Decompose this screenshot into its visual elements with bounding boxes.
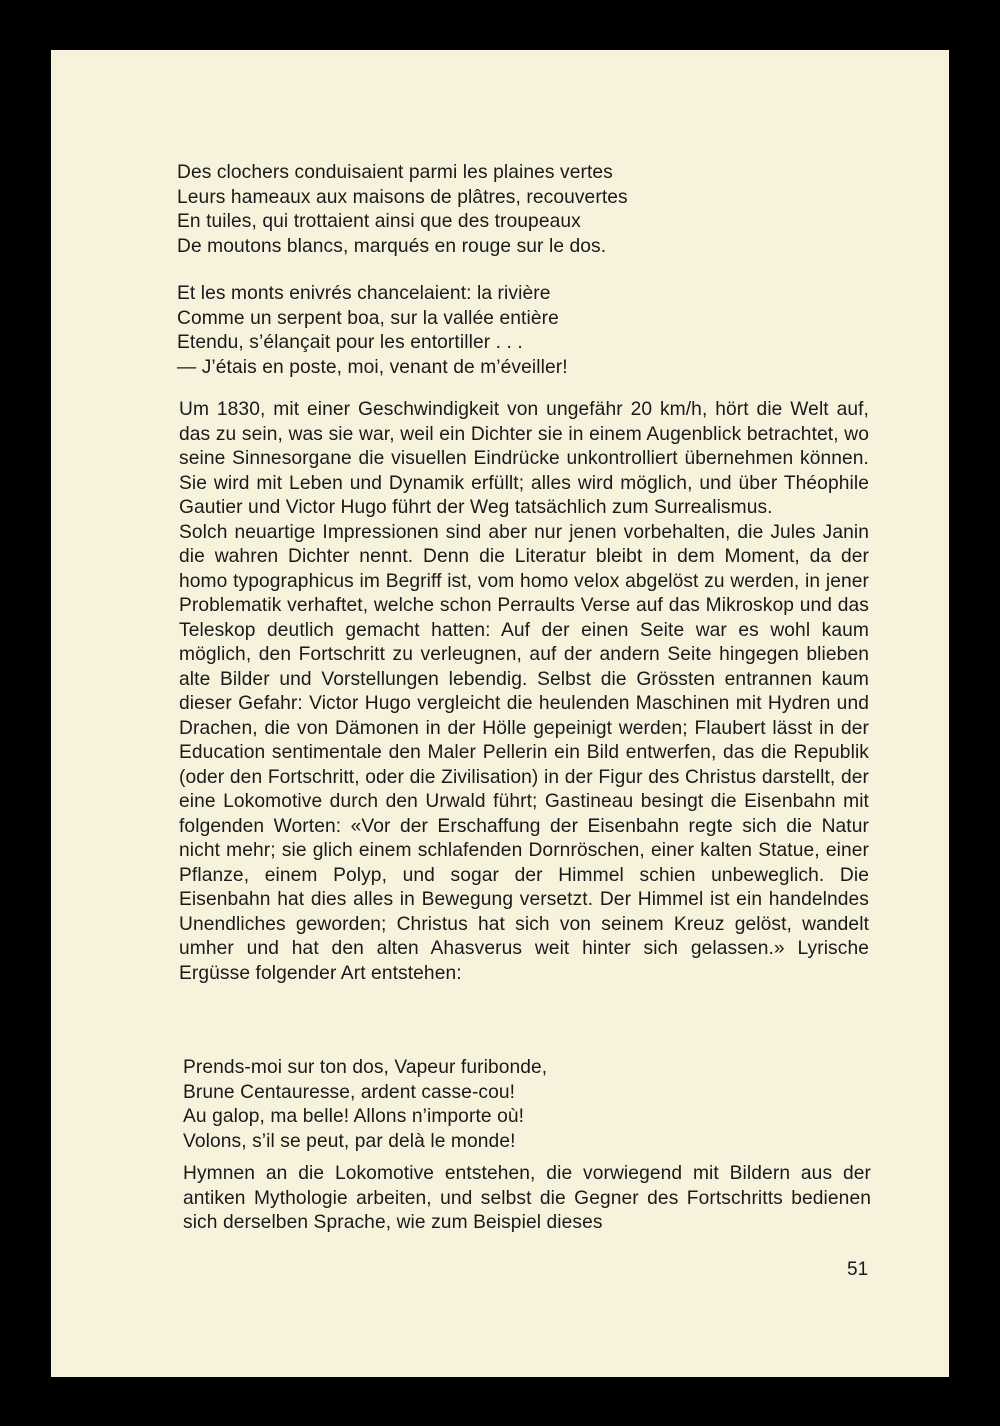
verse-line: De moutons blancs, marqués en rouge sur le dos. bbox=[177, 235, 607, 257]
verse-line: Brune Centauresse, ardent casse-cou! bbox=[183, 1081, 516, 1103]
verse-line: En tuiles, qui trottaient ainsi que des troupeaux bbox=[177, 211, 581, 232]
verse-line: Des clochers conduisaient parmi les plaines vertes bbox=[177, 162, 613, 183]
verse-stanza-1 bbox=[177, 161, 628, 259]
verse-line: Prends-moi sur ton dos, Vapeur furibonde, bbox=[183, 1057, 548, 1078]
verse-line: Au galop, ma belle! Allons n’importe où! bbox=[183, 1106, 525, 1127]
verse-line: — J’étais en poste, moi, venant de m’éveiller! bbox=[177, 356, 568, 378]
verse-stanza-2 bbox=[177, 282, 568, 380]
verse-line: Volons, s’il se peut, par delà le monde! bbox=[183, 1130, 516, 1152]
paragraph-3: Hymnen an die Lokomotive entstehen, die vorwiegend mit Bildern aus der antiken Mythologie arbeiten, und selbst die Gegner des Fortschritts bedienen sich derselben Sprache, wie zum Beispiel dieses bbox=[183, 1163, 871, 1233]
paragraph-1: Um 1830, mit einer Geschwindigkeit von ungefähr 20 km/h, hört die Welt auf, das zu sein, was sie war, weil ein Dichter sie in einem Augenblick betrachtet, wo seine Sinnesorgane die visuellen Eindrücke unkontrolliert übernehmen können. Sie wird mit Leben und Dynamik erfüllt; alles wird möglich, und über Théophile Gautier und Victor Hugo führt der Weg tatsächlich zum Surrealismus. bbox=[179, 399, 869, 518]
verse-line: Leurs hameaux aux maisons de plâtres, recouvertes bbox=[177, 186, 628, 208]
verse-line: Comme un serpent boa, sur la vallée entière bbox=[177, 307, 559, 329]
prose-block bbox=[179, 398, 869, 986]
paragraph-2: Solch neuartige Impressionen sind aber nur jenen vorbehalten, die Jules Janin die wahren Dichter nennt. Denn die Literatur bleibt in dem Moment, da der homo typographicus im Begriff ist, vom homo velox abgelöst zu werden, in jener Problematik verhaftet, welche schon Perraults Verse auf das Mikroskop und das Teleskop deutlich gemacht hatten: Auf der einen Seite war es wohl kaum möglich, den Fortschritt zu verleugnen, auf der andern Seite hingegen blieben alte Bilder und Vorstellungen lebendig. Selbst die Grössten entrannen kaum dieser Gefahr: Victor Hugo vergleicht die heulenden Maschinen mit Hydren und Drachen, die von Dämonen in der Hölle gepeinigt werden; Flaubert lässt in der Education sentimentale den Maler Pellerin ein Bild entwerfen, das die Republik (oder den Fortschritt, oder die Zivilisation) in der Figur des Christus darstellt, der eine Lokomotive durch den Urwald führt; Gastineau besingt die Eisenbahn mit folgenden Worten: «Vor der Erschaffung der Eisenbahn regte sich die Natur nicht mehr; sie glich einem schlafenden Dornröschen, einer kalten Statue, einer Pflanze, einem Polyp, und sogar der Himmel schien unbeweglich. Die Eisenbahn hat dies alles in Bewegung versetzt. Der Himmel ist ein handelndes Unendliches geworden; Christus hat sich von seinem Kreuz gelöst, wandelt umher und hat den alten Ahasverus weit hinter sich gelassen.» Lyrische Ergüsse folgender Art entstehen: bbox=[179, 521, 869, 984]
book-page bbox=[51, 50, 949, 1377]
verse-line: Et les monts enivrés chancelaient: la rivière bbox=[177, 283, 551, 304]
verse-line: Etendu, s’élançait pour les entortiller . . . bbox=[177, 332, 523, 353]
page-number: 51 bbox=[847, 1259, 869, 1280]
verse-stanza-3 bbox=[183, 1056, 547, 1154]
